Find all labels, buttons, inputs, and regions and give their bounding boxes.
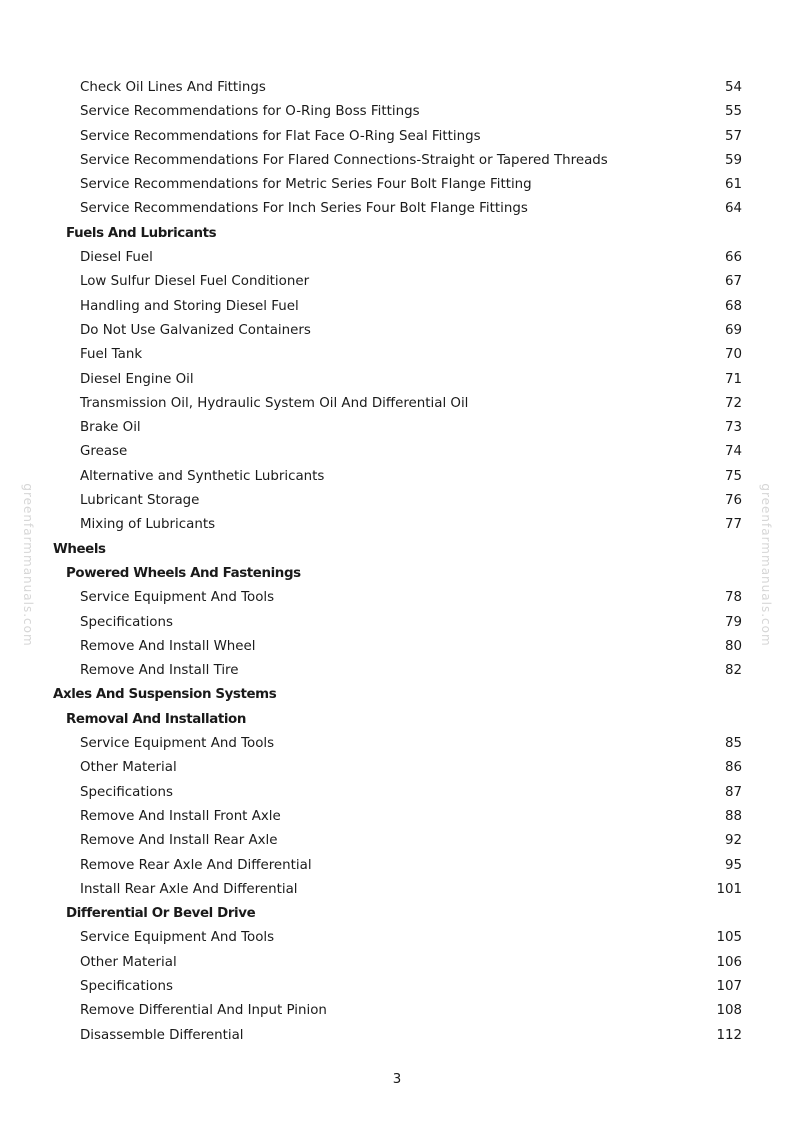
toc-entry-page-number: 74 <box>724 444 742 460</box>
toc-section-heading[interactable] <box>0 562 794 586</box>
toc-section-heading[interactable] <box>0 683 794 707</box>
toc-entry[interactable] <box>0 951 794 975</box>
toc-entry-title: Check Oil Lines And Fittings <box>80 80 266 95</box>
toc-entry-title: Fuels And Lubricants <box>66 225 217 241</box>
toc-entry-page-number: 68 <box>724 298 742 314</box>
toc-entry[interactable] <box>0 125 794 149</box>
toc-entry[interactable] <box>0 368 794 392</box>
toc-entry[interactable] <box>0 416 794 440</box>
watermark-left: greenfarmmanuals.com <box>21 483 35 647</box>
toc-entry-title: Remove And Install Rear Axle <box>80 833 278 849</box>
toc-entry-page-number: 95 <box>724 857 742 873</box>
toc-entry[interactable] <box>0 732 794 756</box>
toc-entry[interactable] <box>0 659 794 683</box>
toc-entry-page-number: 77 <box>724 517 742 533</box>
toc-entry-page-number: 70 <box>724 347 742 363</box>
toc-entry-page-number: 112 <box>716 1027 742 1043</box>
toc-entry-title: Wheels <box>53 541 106 557</box>
toc-entry[interactable] <box>0 440 794 464</box>
watermark-right: greenfarmmanuals.com <box>759 483 773 647</box>
toc-entry[interactable] <box>0 611 794 635</box>
toc-entry[interactable] <box>0 829 794 853</box>
toc-entry-title: Service Recommendations for Metric Series Four Bolt Flange Fitting <box>80 177 532 193</box>
toc-entry-title: Install Rear Axle And Differential <box>80 881 298 897</box>
toc-entry-title: Remove And Install Tire <box>80 663 239 679</box>
toc-entry[interactable] <box>0 854 794 878</box>
toc-entry-page-number: 54 <box>724 80 742 95</box>
toc-entry-page-number: 67 <box>724 274 742 290</box>
toc-entry-page-number: 86 <box>724 760 742 776</box>
toc-entry-title: Specifications <box>80 784 173 800</box>
toc-entry-title: Mixing of Lubricants <box>80 517 216 533</box>
toc-entry-title: Axles And Suspension Systems <box>53 687 277 703</box>
toc-section-heading[interactable] <box>0 708 794 732</box>
toc-entry-title: Service Equipment And Tools <box>80 590 275 606</box>
toc-entry-title: Service Recommendations for Flat Face O-Ring Seal Fittings <box>80 128 481 144</box>
toc-entry[interactable] <box>0 465 794 489</box>
toc-entry[interactable] <box>0 100 794 124</box>
toc-entry-title: Specifications <box>80 614 173 630</box>
toc-entry-page-number: 87 <box>724 784 742 800</box>
toc-entry[interactable] <box>0 76 794 100</box>
toc-entry-page-number: 108 <box>716 1003 742 1019</box>
table-of-contents <box>0 76 794 1048</box>
toc-entry-page-number: 71 <box>724 371 742 387</box>
toc-entry-page-number: 73 <box>724 420 742 436</box>
toc-entry-title: Powered Wheels And Fastenings <box>66 565 301 581</box>
toc-section-heading[interactable] <box>0 538 794 562</box>
toc-entry-page-number: 76 <box>724 493 742 509</box>
toc-entry-page-number: 66 <box>724 250 742 266</box>
toc-section-heading[interactable] <box>0 902 794 926</box>
toc-entry-title: Low Sulfur Diesel Fuel Conditioner <box>80 274 310 290</box>
toc-entry[interactable] <box>0 635 794 659</box>
toc-entry-page-number: 88 <box>724 808 742 824</box>
toc-entry-page-number: 64 <box>724 201 742 217</box>
toc-entry-title: Transmission Oil, Hydraulic System Oil And Differential Oil <box>80 395 469 411</box>
toc-entry[interactable] <box>0 975 794 999</box>
toc-entry-title: Brake Oil <box>80 420 141 436</box>
toc-entry-title: Alternative and Synthetic Lubricants <box>80 468 325 484</box>
toc-entry-page-number: 59 <box>724 152 742 168</box>
toc-entry[interactable] <box>0 489 794 513</box>
toc-entry-page-number: 80 <box>724 638 742 654</box>
toc-entry-title: Service Equipment And Tools <box>80 930 275 946</box>
toc-entry[interactable] <box>0 319 794 343</box>
toc-entry[interactable] <box>0 343 794 367</box>
toc-section-heading[interactable] <box>0 222 794 246</box>
toc-entry-page-number: 85 <box>724 736 742 752</box>
toc-entry-title: Handling and Storing Diesel Fuel <box>80 298 299 314</box>
toc-entry-title: Lubricant Storage <box>80 493 200 509</box>
toc-entry-title: Do Not Use Galvanized Containers <box>80 322 311 338</box>
toc-entry-title: Service Recommendations For Flared Connections-Straight or Tapered Threads <box>80 152 608 168</box>
toc-entry[interactable] <box>0 805 794 829</box>
toc-entry[interactable] <box>0 1024 794 1048</box>
toc-entry-page-number: 69 <box>724 322 742 338</box>
toc-entry[interactable] <box>0 999 794 1023</box>
toc-entry[interactable] <box>0 781 794 805</box>
toc-entry-title: Service Recommendations for O-Ring Boss Fittings <box>80 104 420 120</box>
toc-entry-title: Specifications <box>80 978 173 994</box>
toc-entry[interactable] <box>0 173 794 197</box>
toc-entry[interactable] <box>0 586 794 610</box>
toc-entry-title: Fuel Tank <box>80 347 143 363</box>
toc-entry-page-number: 61 <box>724 177 742 193</box>
toc-entry[interactable] <box>0 197 794 221</box>
toc-entry-page-number: 75 <box>724 468 742 484</box>
toc-entry[interactable] <box>0 392 794 416</box>
toc-entry-title: Remove Differential And Input Pinion <box>80 1003 327 1019</box>
toc-entry-page-number: 78 <box>724 590 742 606</box>
toc-entry[interactable] <box>0 878 794 902</box>
toc-entry[interactable] <box>0 756 794 780</box>
toc-entry-title: Diesel Engine Oil <box>80 371 194 387</box>
toc-entry-page-number: 92 <box>724 833 742 849</box>
toc-entry-page-number: 79 <box>724 614 742 630</box>
toc-entry-title: Service Recommendations For Inch Series Four Bolt Flange Fittings <box>80 201 528 217</box>
toc-entry-page-number: 72 <box>724 395 742 411</box>
toc-entry[interactable] <box>0 149 794 173</box>
toc-entry-title: Grease <box>80 444 128 460</box>
toc-entry-page-number: 106 <box>716 954 742 970</box>
toc-entry-title: Diesel Fuel <box>80 250 153 266</box>
toc-entry[interactable] <box>0 513 794 537</box>
page-number: 3 <box>392 1072 402 1087</box>
toc-entry-title: Disassemble Differential <box>80 1027 244 1043</box>
toc-entry[interactable] <box>0 270 794 294</box>
toc-entry-page-number: 101 <box>716 881 742 897</box>
toc-entry[interactable] <box>0 246 794 270</box>
toc-entry-title: Service Equipment And Tools <box>80 736 275 752</box>
toc-entry-title: Remove Rear Axle And Differential <box>80 857 312 873</box>
toc-entry-page-number: 55 <box>724 104 742 120</box>
toc-entry-page-number: 82 <box>724 663 742 679</box>
toc-entry-page-number: 57 <box>724 128 742 144</box>
toc-entry-title: Remove And Install Wheel <box>80 638 256 654</box>
toc-entry[interactable] <box>0 295 794 319</box>
toc-entry[interactable] <box>0 926 794 950</box>
toc-entry-title: Other Material <box>80 760 177 776</box>
toc-entry-title: Other Material <box>80 954 177 970</box>
toc-entry-title: Removal And Installation <box>66 711 246 727</box>
toc-entry-title: Remove And Install Front Axle <box>80 808 281 824</box>
toc-entry-page-number: 107 <box>716 978 742 994</box>
toc-entry-page-number: 105 <box>716 930 742 946</box>
toc-entry-title: Differential Or Bevel Drive <box>66 906 256 922</box>
